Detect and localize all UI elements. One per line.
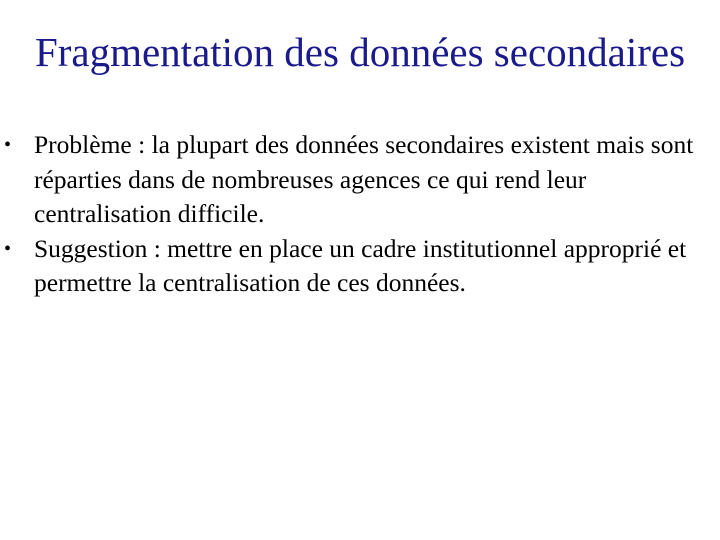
bullet-item-probleme: [0, 128, 700, 232]
bullet-item-suggestion: [0, 232, 700, 301]
bullet-icon: •: [4, 134, 12, 156]
slide-title: Fragmentation des données secondaires: [34, 29, 686, 75]
bullet-text: Problème : la plupart des données secondaires existent mais sont réparties dans de nombreuses agences ce qui rend leur centralisation difficile.: [34, 130, 694, 229]
bullet-icon: •: [4, 237, 12, 260]
bullet-text: Suggestion : mettre en place un cadre institutionnel approprié et permettre la centralisation de ces données.: [34, 233, 687, 298]
bullet-list: [0, 128, 700, 301]
